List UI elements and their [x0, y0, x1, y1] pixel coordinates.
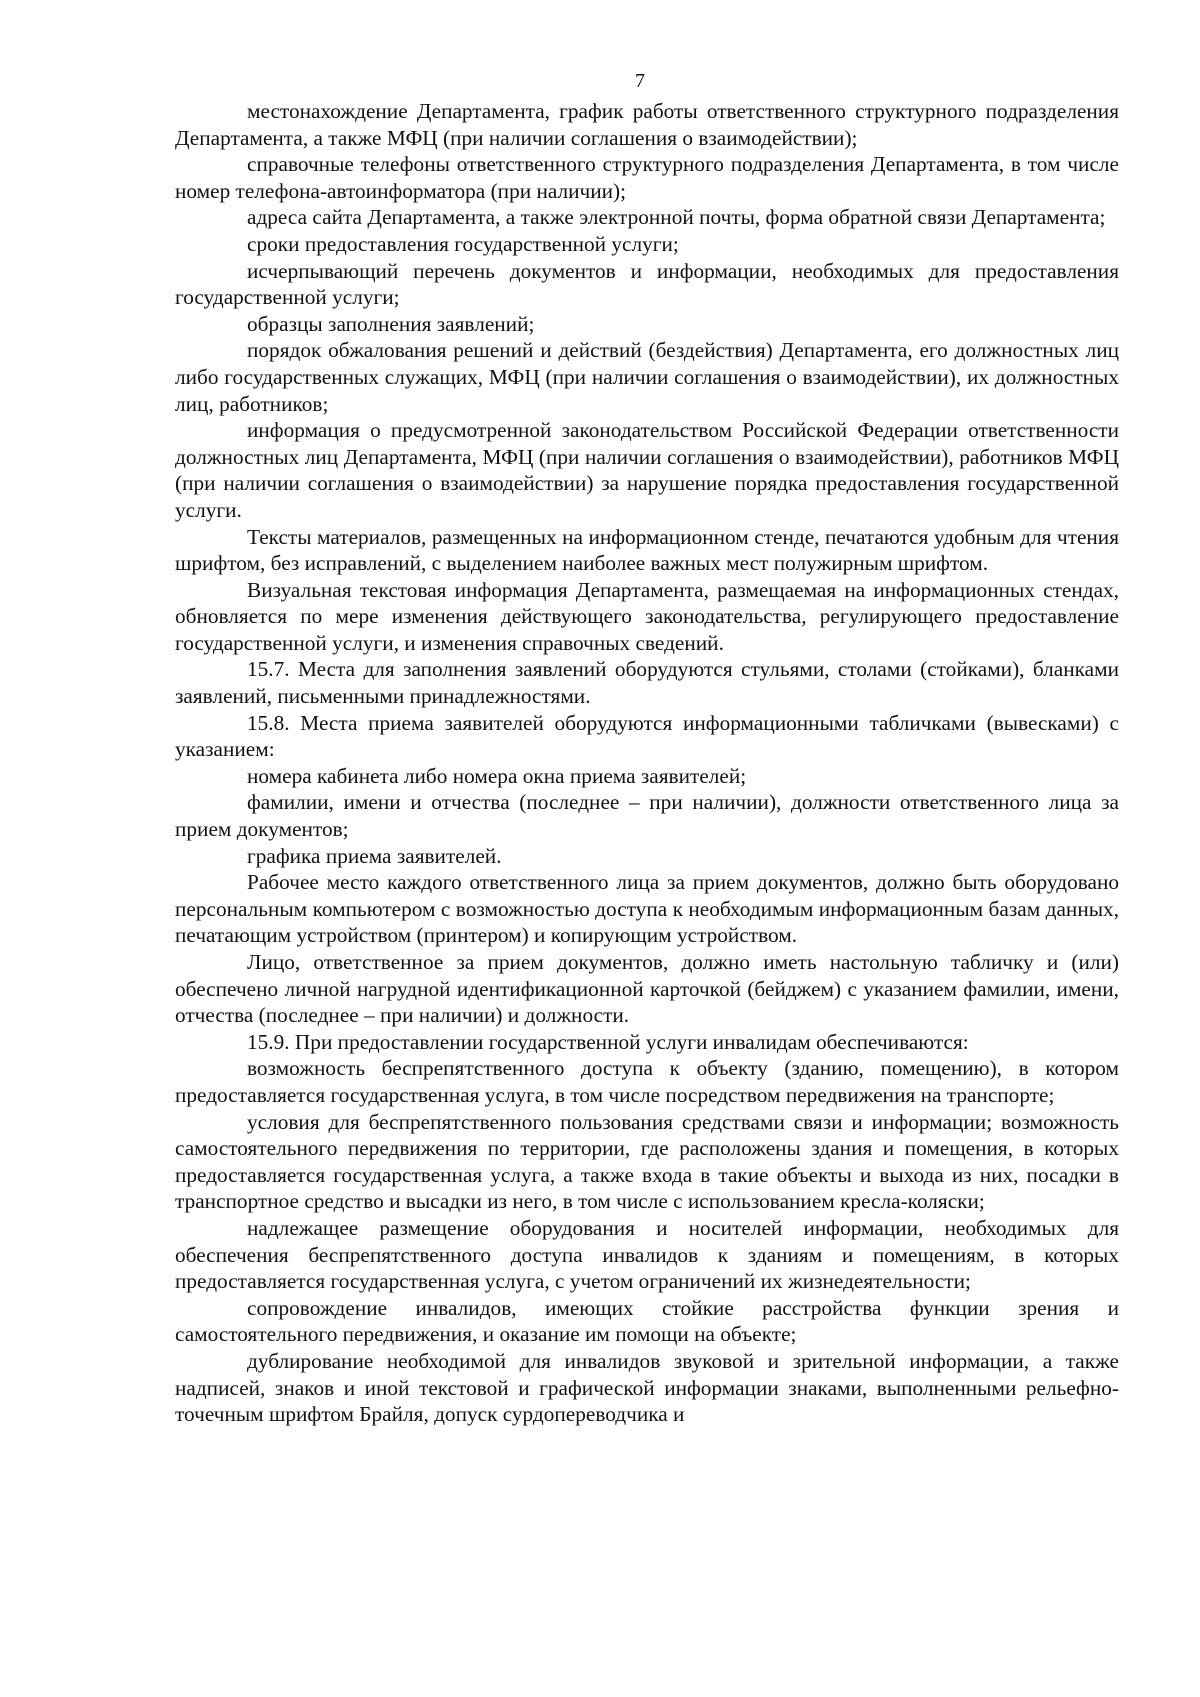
page-number: 7 [635, 70, 645, 92]
paragraph: фамилии, имени и отчества (последнее – при наличии), должности ответственного лица за прием документов; [175, 790, 1119, 842]
paragraph: надлежащее размещение оборудования и носителей информации, необходимых для обеспечения беспрепятственного доступа инвалидов к зданиям и помещениям, в которых предоставляется государственная услуга, с учетом ограничений их жизнедеятельности; [175, 1215, 1119, 1294]
paragraph: 15.9. При предоставлении государственной услуги инвалидам обеспечиваются: [247, 1029, 969, 1054]
paragraph: порядок обжалования решений и действий (бездействия) Департамента, его должностных лиц либо государственных служащих, МФЦ (при наличии соглашения о взаимодействии), их должностных лиц, работников; [175, 338, 1119, 416]
paragraph: Лицо, ответственное за прием документов, должно иметь настольную табличку и (или) обеспечено личной нагрудной идентификационной карточкой (бейджем) с указанием фамилии, имени, отчества (последнее – при наличии) и должности. [175, 950, 1119, 1028]
paragraph: местонахождение Департамента, график работы ответственного структурного подразделения Департамента, а также МФЦ (при наличии соглашения о взаимодействии); [175, 99, 1119, 150]
paragraph: Тексты материалов, размещенных на информационном стенде, печатаются удобным для чтения шрифтом, без исправлений, с выделением наиболее важных мест полужирным шрифтом. [175, 524, 1119, 576]
paragraph: 15.8. Места приема заявителей оборудуются информационными табличками (вывесками) с указанием: [175, 710, 1119, 762]
paragraph: возможность беспрепятственного доступа к объекту (зданию, помещению), в котором предоставляется государственная услуга, в том числе посредством передвижения на транспорте; [175, 1056, 1119, 1107]
paragraph: Рабочее место каждого ответственного лица за прием документов, должно быть оборудовано персональным компьютером с возможностью доступа к необходимым информационным базам данных, печатающим устройством (принтером) и копирующим устройством. [175, 870, 1119, 948]
paragraph: условия для беспрепятственного пользования средствами связи и информации; возможность самостоятельного передвижения по территории, где расположены здания и помещения, в которых предоставляется государственная услуга, а также входа в такие объекты и выхода из них, посадки в транспортное средство и высадки из него, в том числе с использованием кресла-коляски; [175, 1109, 1119, 1214]
paragraph: дублирование необходимой для инвалидов звуковой и зрительной информации, а также надписей, знаков и иной текстовой и графической информации знаками, выполненными рельефно-точечным шрифтом Брайля, допуск сурдопереводчика и [175, 1348, 1119, 1427]
document-body [175, 98, 1119, 1428]
paragraph: Визуальная текстовая информация Департамента, размещаемая на информационных стендах, обновляется по мере изменения действующего законодательства, регулирующего предоставление государственной услуги, и изменения справочных сведений. [175, 577, 1119, 655]
paragraph: номера кабинета либо номера окна приема заявителей; [247, 763, 747, 788]
paragraph: графика приема заявителей. [247, 843, 502, 868]
paragraph: адреса сайта Департамента, а также электронной почты, форма обратной связи Департамента; [247, 205, 1106, 230]
paragraph: информация о предусмотренной законодательством Российской Федерации ответственности должностных лиц Департамента, МФЦ (при наличии соглашения о взаимодействии), работников МФЦ (при наличии соглашения о взаимодействии) за нарушение порядка предоставления государственной услуги. [175, 418, 1119, 522]
paragraph: сопровождение инвалидов, имеющих стойкие расстройства функции зрения и самостоятельного передвижения, и оказание им помощи на объекте; [175, 1295, 1119, 1347]
paragraph: сроки предоставления государственной услуги; [247, 231, 679, 256]
paragraph: справочные телефоны ответственного структурного подразделения Департамента, в том числе номер телефона-автоинформатора (при наличии); [175, 152, 1119, 203]
paragraph: образцы заполнения заявлений; [247, 311, 535, 336]
paragraph: исчерпывающий перечень документов и информации, необходимых для предоставления государственной услуги; [175, 258, 1119, 310]
paragraph: 15.7. Места для заполнения заявлений оборудуются стульями, столами (стойками), бланками заявлений, письменными принадлежностями. [175, 657, 1119, 709]
